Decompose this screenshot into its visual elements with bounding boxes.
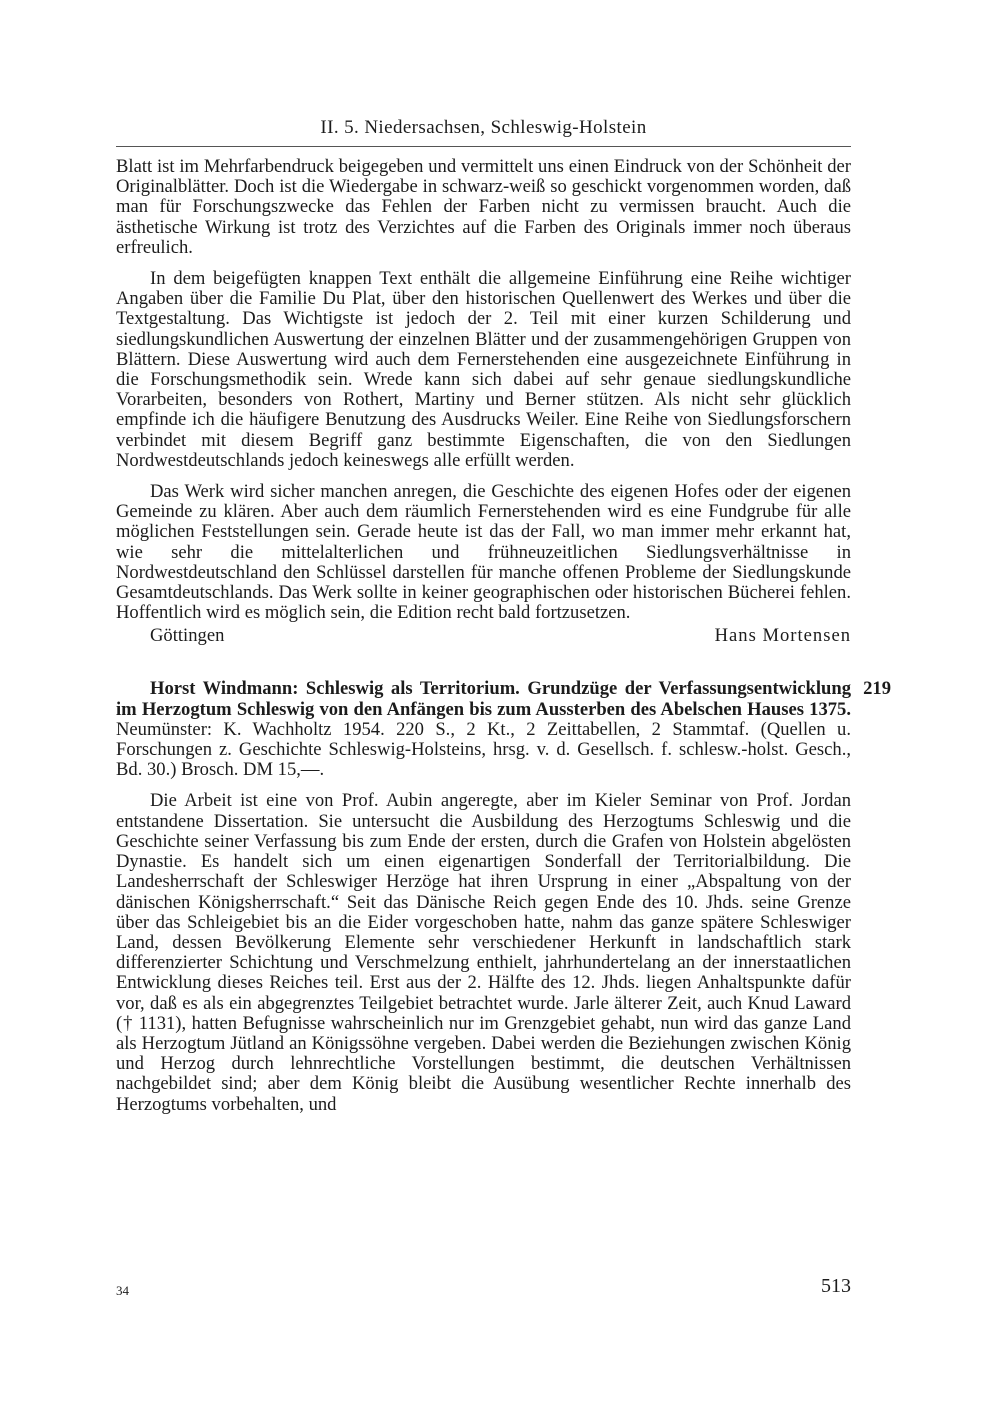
header-rule <box>116 146 851 147</box>
review-signature <box>116 625 851 646</box>
review-title: Horst Windmann: Schleswig als Territorium. Grundzüge der Verfassungsentwicklung im Herzogtum Schleswig von den Anfängen bis zum Aussterben des Abelschen Hauses 1375. <box>116 678 851 720</box>
printer-signature-mark: 34 <box>116 1283 129 1298</box>
signature-author: Hans Mortensen <box>714 625 851 647</box>
paragraph-continued: Blatt ist im Mehrfarbendruck beigegeben und vermittelt uns einen Eindruck von der Schönheit der Originalblätter. Doch ist die Wiedergabe in schwarz-weiß so geschickt vorgenommen worden, daß man für Forschungszwecke das Fehlen der Farben nicht zu vermissen braucht. Auch die ästhetische Wirkung ist trotz des Verzichtes auf die Farben des Originals immer noch überaus erfreulich. <box>116 156 851 258</box>
page-number: 513 <box>821 1275 851 1297</box>
paragraph: In dem beigefügten knappen Text enthält die allgemeine Einführung eine Reihe wichtiger Angaben über die Familie Du Plat, über den historischen Quellenwert des Werkes und über die Textgestaltung. Das Wichtigste ist jedoch der 2. Teil mit einer kurzen Schilderung und siedlungskundlichen Auswertung der einzelnen Blätter und der zusammengehörigen Gruppen von Blättern. Diese Auswertung wird auch dem Fernerstehenden eine ausgezeichnete Einführung in die Forschungsmethodik sein. Wrede kann sich dabei auf sehr genaue siedlungskundliche Vorarbeiten, besonders von Rothert, Martiny und Berner stützen. Als nicht sehr glücklich empfinde ich die häufigere Benutzung des Ausdrucks Weiler. Eine Reihe von Siedlungsforschern verbindet mit diesem Begriff ganz bestimmte Eigenschaften, die von den Siedlungen Nordwestdeutschlands jedoch keineswegs alle erfüllt werden. <box>116 268 851 471</box>
review-heading <box>116 679 851 780</box>
paragraph: Das Werk wird sicher manchen anregen, die Geschichte des eigenen Hofes oder der eigenen Gemeinde zu klären. Aber auch dem räumlich Fernerstehenden wird es eine Fundgrube für alle möglichen Feststellungen sein. Gerade heute ist das der Fall, wo man immer mehr erkannt hat, wie sehr die mittelalterlichen und frühneuzeitlichen Siedlungsverhältnisse in Nordwestdeutschland den Schlüssel darstellen für manche offenen Probleme der Siedlungskunde Gesamtdeutschlands. Das Werk sollte in keiner geographischen oder historischen Bücherei fehlen. Hoffentlich wird es möglich sein, die Edition recht bald fortzusetzen. <box>116 481 851 624</box>
entry-number: 219 <box>863 678 891 700</box>
page-footer <box>116 1275 851 1299</box>
page-content <box>116 114 891 1115</box>
review-entry <box>116 678 891 1115</box>
review-bibliography: Neumünster: K. Wachholtz 1954. 220 S., 2 Kt., 2 Zeittabellen, 2 Stammtaf. (Quellen u. Forschungen z. Geschichte Schleswig-Holsteins, hrsg. v. d. Gesellsch. f. schlesw.-holst. Gesch., Bd. 30.) Brosch. DM 15,—. <box>116 718 851 781</box>
running-head: II. 5. Niedersachsen, Schleswig-Holstein <box>320 117 647 138</box>
review-body: Die Arbeit ist eine von Prof. Aubin angeregte, aber im Kieler Seminar von Prof. Jordan entstandene Dissertation. Sie untersucht die Ausbildung des Herzogtums Schleswig und die Geschichte seiner Verfassung bis zum Ende der ersten, durch die Grafen von Holstein abgelösten Dynastie. Es handelt sich um einen eigenartigen Sonderfall der Territorialbildung. Die Landesherrschaft der Schleswiger Herzöge hat ihren Ursprung in einer „Abspaltung von der dänischen Königsherrschaft.“ Seit das Dänische Reich gegen Ende des 10. Jhds. seine Grenze über das Schleigebiet bis an die Eider vorgeschoben hatte, nahm das ganze spätere Schleswiger Land, dessen Bevölkerung Elemente sehr verschiedener Herkunft in landschaftlich stark differenzierter Schichtung und Verschmelzung enthielt, jahrhundertelang an der innerstaatlichen Entwicklung dieses Reiches teil. Erst aus der 2. Hälfte des 12. Jhds. liegen Anhaltspunkte dafür vor, daß es als ein abgegrenztes Teilgebiet betrachtet wurde. Jarle älterer Zeit, auch Knud Laward († 1131), hatten Befugnisse wahrscheinlich nur im Grenzgebiet gehabt, nun wird das ganze Land als Herzogtum Jütland an Königssöhne vergeben. Dabei werden die Beziehungen zwischen König und Herzog durch lehnrechtliche Vorstellungen bestimmt, die deutschen Verhältnissen nachgebildet sind; aber dem König bleibt die Ausübung wesentlicher Rechte innerhalb des Herzogtums vorbehalten, und <box>116 790 851 1115</box>
signature-place: Göttingen <box>150 625 225 647</box>
